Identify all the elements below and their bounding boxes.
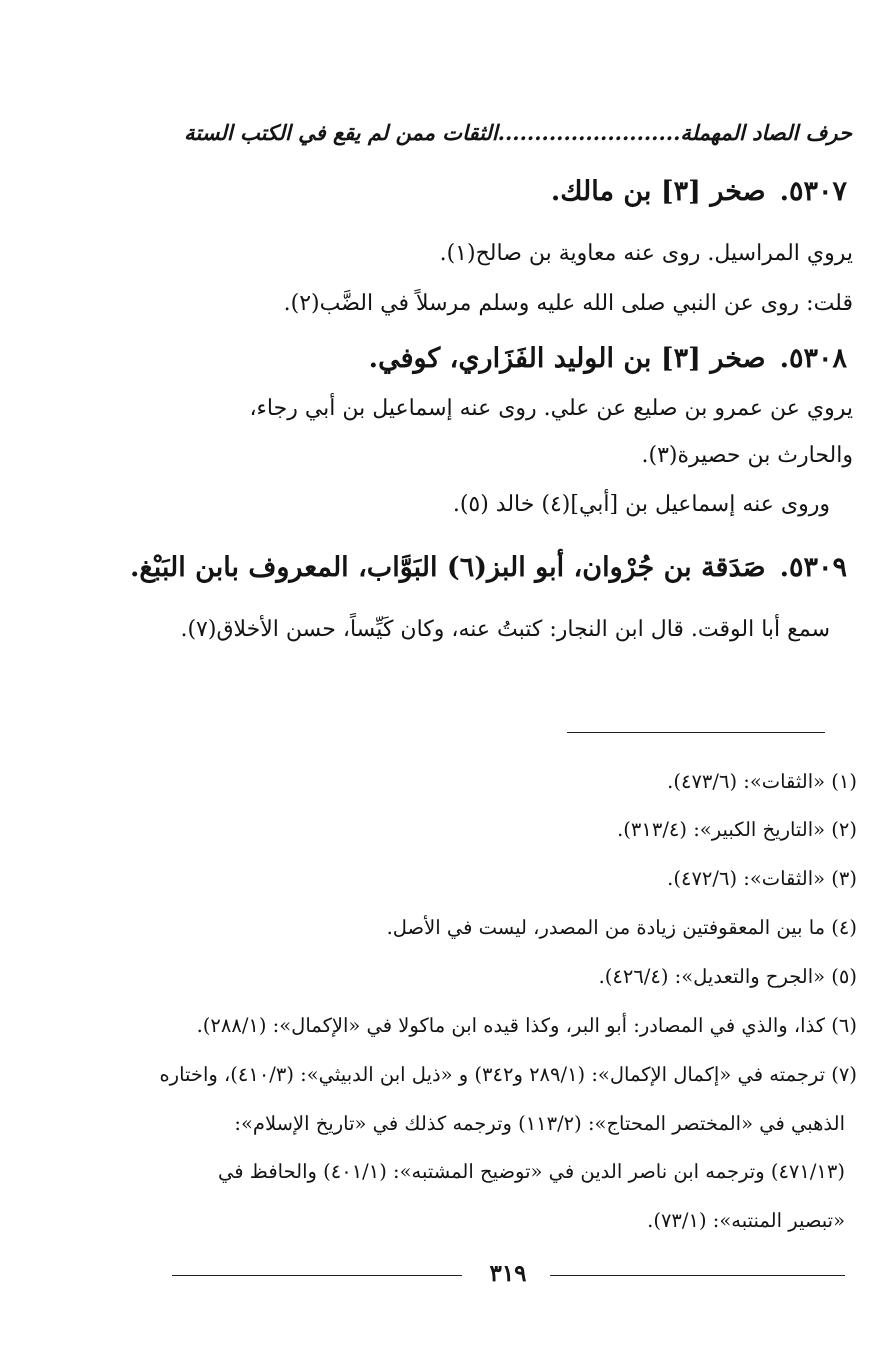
entry-name: صخر [٣] بن مالك.	[550, 176, 766, 207]
entry-text-line: يروي عن عمرو بن صليع عن علي. روى عنه إسماعيل بن أبي رجاء،	[249, 396, 853, 421]
entry-number: ٥٣٠٨.	[779, 343, 847, 374]
entry-text-line: والحارث بن حصيرة(٣).	[641, 443, 853, 468]
entry-heading	[130, 552, 847, 583]
entry-name: صخر [٣] بن الوليد الفَزَاري، كوفي.	[368, 343, 766, 374]
entry-number: ٥٣٠٩.	[779, 552, 847, 583]
page-number: ٣١٩	[489, 1260, 527, 1287]
footnote: (٢) «التاريخ الكبير»: (٣١٣/٤).	[617, 818, 857, 841]
footnote: (٦) كذا، والذي في المصادر: أبو البر، وكذا قيده ابن ماكولا في «الإكمال»: (٢٨٨/١).	[196, 1014, 857, 1037]
running-header: حرف الصاد المهملة.........................الثقات ممن لم يقع في الكتب الستة	[184, 120, 852, 145]
footnote: (١) «الثقات»: (٤٧٣/٦).	[667, 770, 857, 793]
footnote-continuation: (٤٧١/١٣) وترجمه ابن ناصر الدين في «توضيح المشتبه»: (٤٠١/١) والحافظ في	[218, 1160, 845, 1183]
entry-text-line: قلت: روى عن النبي صلى الله عليه وسلم مرسلاً في الضَّب(٢).	[283, 291, 853, 316]
entry-text-line: وروى عنه إسماعيل بن [أبي](٤) خالد (٥).	[452, 492, 830, 517]
footnote-divider	[567, 732, 825, 733]
footnote: (٣) «الثقات»: (٤٧٢/٦).	[667, 867, 857, 890]
footnote-continuation: الذهبي في «المختصر المحتاج»: (١١٣/٢) وترجمه كذلك في «تاريخ الإسلام»:	[234, 1112, 845, 1135]
entry-text-line: يروي المراسيل. روى عنه معاوية بن صالح(١).	[439, 241, 853, 266]
footnote: (٧) ترجمته في «إكمال الإكمال»: (٢٨٩/١ و٣٤٢) و «ذيل ابن الدبيثي»: (٤١٠/٣)، واختاره	[159, 1063, 857, 1086]
entry-name: صَدَقة بن جُرْوان، أبو البز(٦) البَوَّاب، المعروف بابن البَبْغ.	[129, 552, 766, 583]
entry-heading	[369, 343, 847, 374]
entry-number: ٥٣٠٧.	[779, 176, 847, 207]
entry-heading	[551, 176, 847, 207]
footer-rule	[550, 1275, 845, 1276]
footnote-continuation: «تبصير المنتبه»: (٧٣/١).	[647, 1209, 845, 1232]
footnote: (٥) «الجرح والتعديل»: (٤٢٦/٤).	[598, 965, 857, 988]
footer-rule	[172, 1275, 462, 1276]
entry-text-line: سمع أبا الوقت. قال ابن النجار: كتبتُ عنه، وكان كَيِّساً، حسن الأخلاق(٧).	[180, 617, 830, 642]
footnote: (٤) ما بين المعقوفتين زيادة من المصدر، ليست في الأصل.	[386, 916, 857, 939]
